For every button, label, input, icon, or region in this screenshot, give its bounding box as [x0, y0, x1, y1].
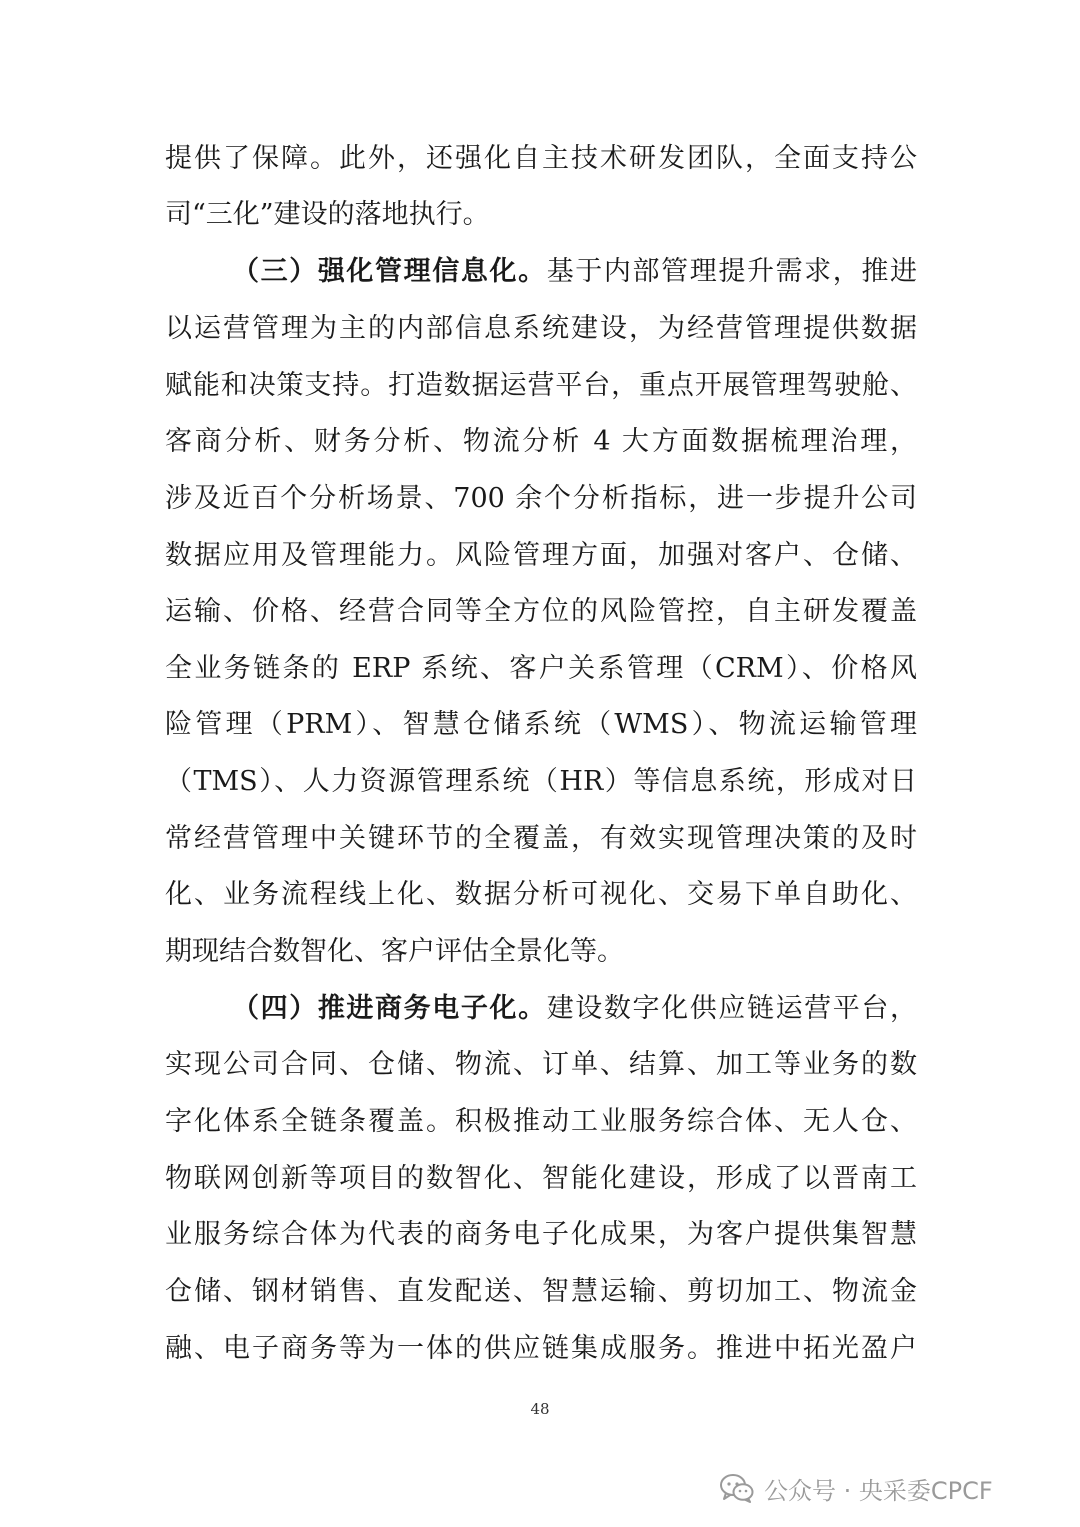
text-line: 赋能和决策支持。打造数据运营平台，重点开展管理驾驶舱、 — [165, 370, 917, 401]
wechat-watermark — [720, 1468, 993, 1508]
section-three-paragraph-start — [232, 252, 917, 292]
text-line: 期现结合数智化、客户评估全景化等。 — [165, 936, 624, 967]
text-line: 仓储、钢材销售、直发配送、智慧运输、剪切加工、物流金 — [165, 1276, 917, 1307]
section-three-heading: （三）强化管理信息化。 — [232, 256, 547, 287]
text-line: 融、电子商务等为一体的供应链集成服务。推进中拓光盈户 — [165, 1333, 917, 1364]
text-line: 司“三化”建设的落地执行。 — [165, 199, 490, 230]
wechat-icon — [720, 1473, 754, 1503]
text-line: 化、业务流程线上化、数据分析可视化、交易下单自助化、 — [165, 879, 917, 910]
text-line: 实现公司合同、仓储、物流、订单、结算、加工等业务的数 — [165, 1049, 917, 1080]
text-line: （TMS）、人力资源管理系统（HR）等信息系统，形成对日 — [165, 766, 917, 797]
text-line: 以运营管理为主的内部信息系统建设，为经营管理提供数据 — [165, 313, 917, 344]
text-line: 数据应用及管理能力。风险管理方面，加强对客户、仓储、 — [165, 540, 917, 571]
watermark-text: 公众号 · 央采委CPCF — [764, 1476, 993, 1505]
section-four-heading: （四）推进商务电子化。 — [232, 993, 547, 1024]
text-line: 业服务综合体为代表的商务电子化成果，为客户提供集智慧 — [165, 1219, 917, 1250]
text-line: 运输、价格、经营合同等全方位的风险管控，自主研发覆盖 — [165, 596, 917, 627]
text-run: 建设数字化供应链运营平台， — [546, 993, 918, 1024]
text-line: 涉及近百个分析场景、700 余个分析指标，进一步提升公司 — [165, 483, 917, 514]
text-line: 物联网创新等项目的数智化、智能化建设，形成了以晋南工 — [165, 1163, 917, 1194]
text-line: 全业务链条的 ERP 系统、客户关系管理（CRM）、价格风 — [165, 653, 917, 684]
text-line: 险管理（PRM）、智慧仓储系统（WMS）、物流运输管理 — [165, 709, 917, 740]
section-four-paragraph-start — [232, 989, 917, 1029]
text-line: 客商分析、财务分析、物流分析 4 大方面数据梳理治理， — [165, 426, 917, 457]
text-line: 字化体系全链条覆盖。积极推动工业服务综合体、无人仓、 — [165, 1106, 917, 1137]
text-line: 提供了保障。此外，还强化自主技术研发团队，全面支持公 — [165, 143, 917, 174]
page-number: 48 — [530, 1400, 550, 1418]
text-run: 基于内部管理提升需求，推进 — [546, 256, 918, 287]
text-line: 常经营管理中关键环节的全覆盖，有效实现管理决策的及时 — [165, 823, 917, 854]
